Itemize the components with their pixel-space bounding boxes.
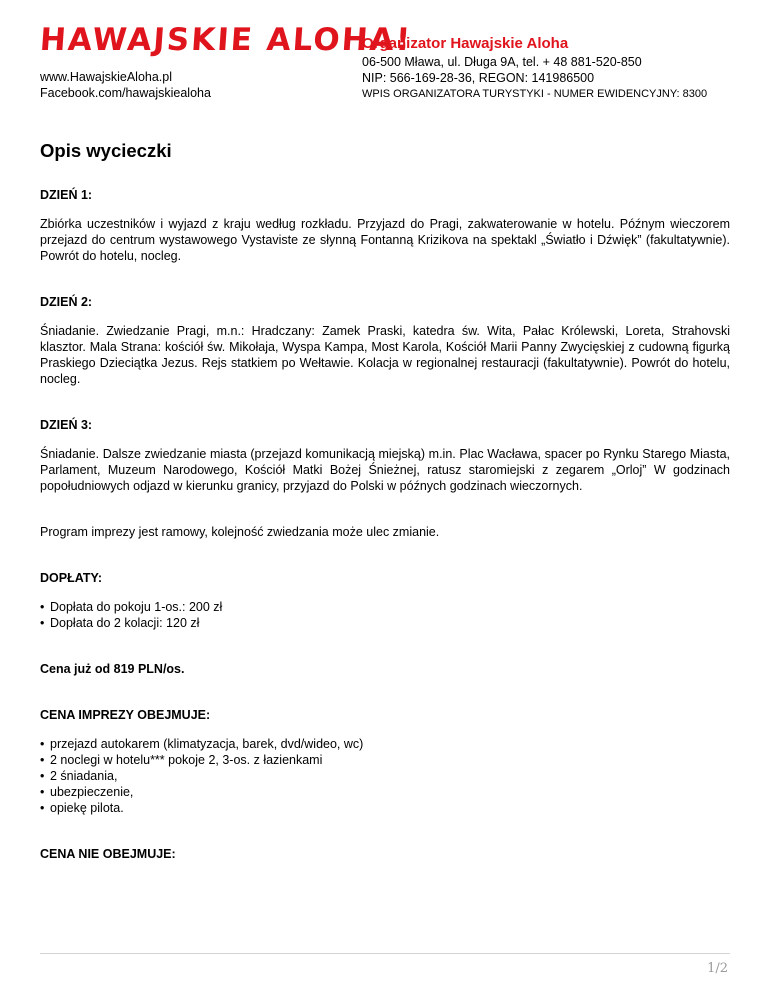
page-number: 1/2: [707, 961, 728, 976]
includes-list: [40, 736, 730, 816]
footer-divider: [40, 953, 730, 954]
day2-text: Śniadanie. Zwiedzanie Pragi, m.n.: Hradczany: Zamek Praski, katedra św. Wita, Pałac Królewski, Loreta, Strahovski klasztor. Mala Strana: kościół św. Mikołaja, Wyspa Kampa, Most Karola, Kościół Marii Panny Zwycięskiej z cudowną figurką Praskiego Dzieciątka Jezus. Rejs statkiem po Wełtawie. Kolacja w regionalnej restauracji (fakultatywnie). Powrót do hotelu, nocleg.: [40, 324, 730, 386]
doplaty-heading: DOPŁATY:: [40, 571, 103, 585]
organizer-title: Organizator Hawajskie Aloha: [362, 35, 569, 52]
list-item: • opiekę pilota.: [40, 800, 730, 816]
list-item: • Dopłata do 2 kolacji: 120 zł: [40, 615, 730, 631]
list-item: • 2 śniadania,: [40, 768, 730, 784]
brand-logo: HAWAJSKIE ALOHA!: [38, 22, 414, 58]
program-note: Program imprezy jest ramowy, kolejność zwiedzania może ulec zmianie.: [40, 525, 440, 539]
organizer-registry: WPIS ORGANIZATORA TURYSTYKI - NUMER EWIDENCYJNY: 8300: [362, 88, 708, 100]
organizer-address: 06-500 Mława, ul. Długa 9A, tel. + 48 881-520-850: [362, 55, 642, 69]
page-header: [0, 0, 768, 110]
includes-heading: CENA IMPREZY OBEJMUJE:: [40, 708, 211, 722]
website-link[interactable]: www.HawajskieAloha.pl: [40, 70, 173, 84]
organizer-info: [362, 34, 707, 102]
day3-text: Śniadanie. Dalsze zwiedzanie miasta (przejazd komunikacją miejską) m.in. Plac Wacława, spacer po Rynku Starego Miasta, Parlament, Muzeum Narodowego, Kościół Matki Bożej Śnieżnej, ratusz staromiejski z zegarem „Orloj” W godzinach popołudniowych odjazd w kierunku granicy, przyjazd do Polski w późnych godzinach wieczornych.: [40, 447, 730, 493]
list-item: • ubezpieczenie,: [40, 784, 730, 800]
day2-heading: DZIEŃ 2:: [40, 295, 93, 309]
list-item: • 2 noclegi w hotelu*** pokoje 2, 3-os. z łazienkami: [40, 752, 730, 768]
organizer-nip-regon: NIP: 566-169-28-36, REGON: 141986500: [362, 71, 595, 85]
day1-text: Zbiórka uczestników i wyjazd z kraju według rozkładu. Przyjazd do Pragi, zakwaterowanie w hotelu. Późnym wieczorem przejazd do centrum wystawowego Vystaviste ze słynną Fontanną Krizikova na spektakl „Światło i Dźwięk” (fakultatywnie). Powrót do hotelu, nocleg.: [40, 217, 730, 263]
document-body: [40, 187, 730, 875]
list-item: • przejazd autokarem (klimatyzacja, barek, dvd/wideo, wc): [40, 736, 730, 752]
excludes-heading: CENA NIE OBEJMUJE:: [40, 847, 176, 861]
day1-heading: DZIEŃ 1:: [40, 188, 93, 202]
site-links: [40, 69, 211, 101]
day3-heading: DZIEŃ 3:: [40, 418, 93, 432]
doplaty-list: [40, 599, 730, 631]
list-item: • Dopłata do pokoju 1-os.: 200 zł: [40, 599, 730, 615]
price-text: Cena już od 819 PLN/os.: [40, 662, 185, 676]
document-title: Opis wycieczki: [40, 140, 172, 161]
facebook-link[interactable]: Facebook.com/hawajskiealoha: [40, 86, 211, 100]
